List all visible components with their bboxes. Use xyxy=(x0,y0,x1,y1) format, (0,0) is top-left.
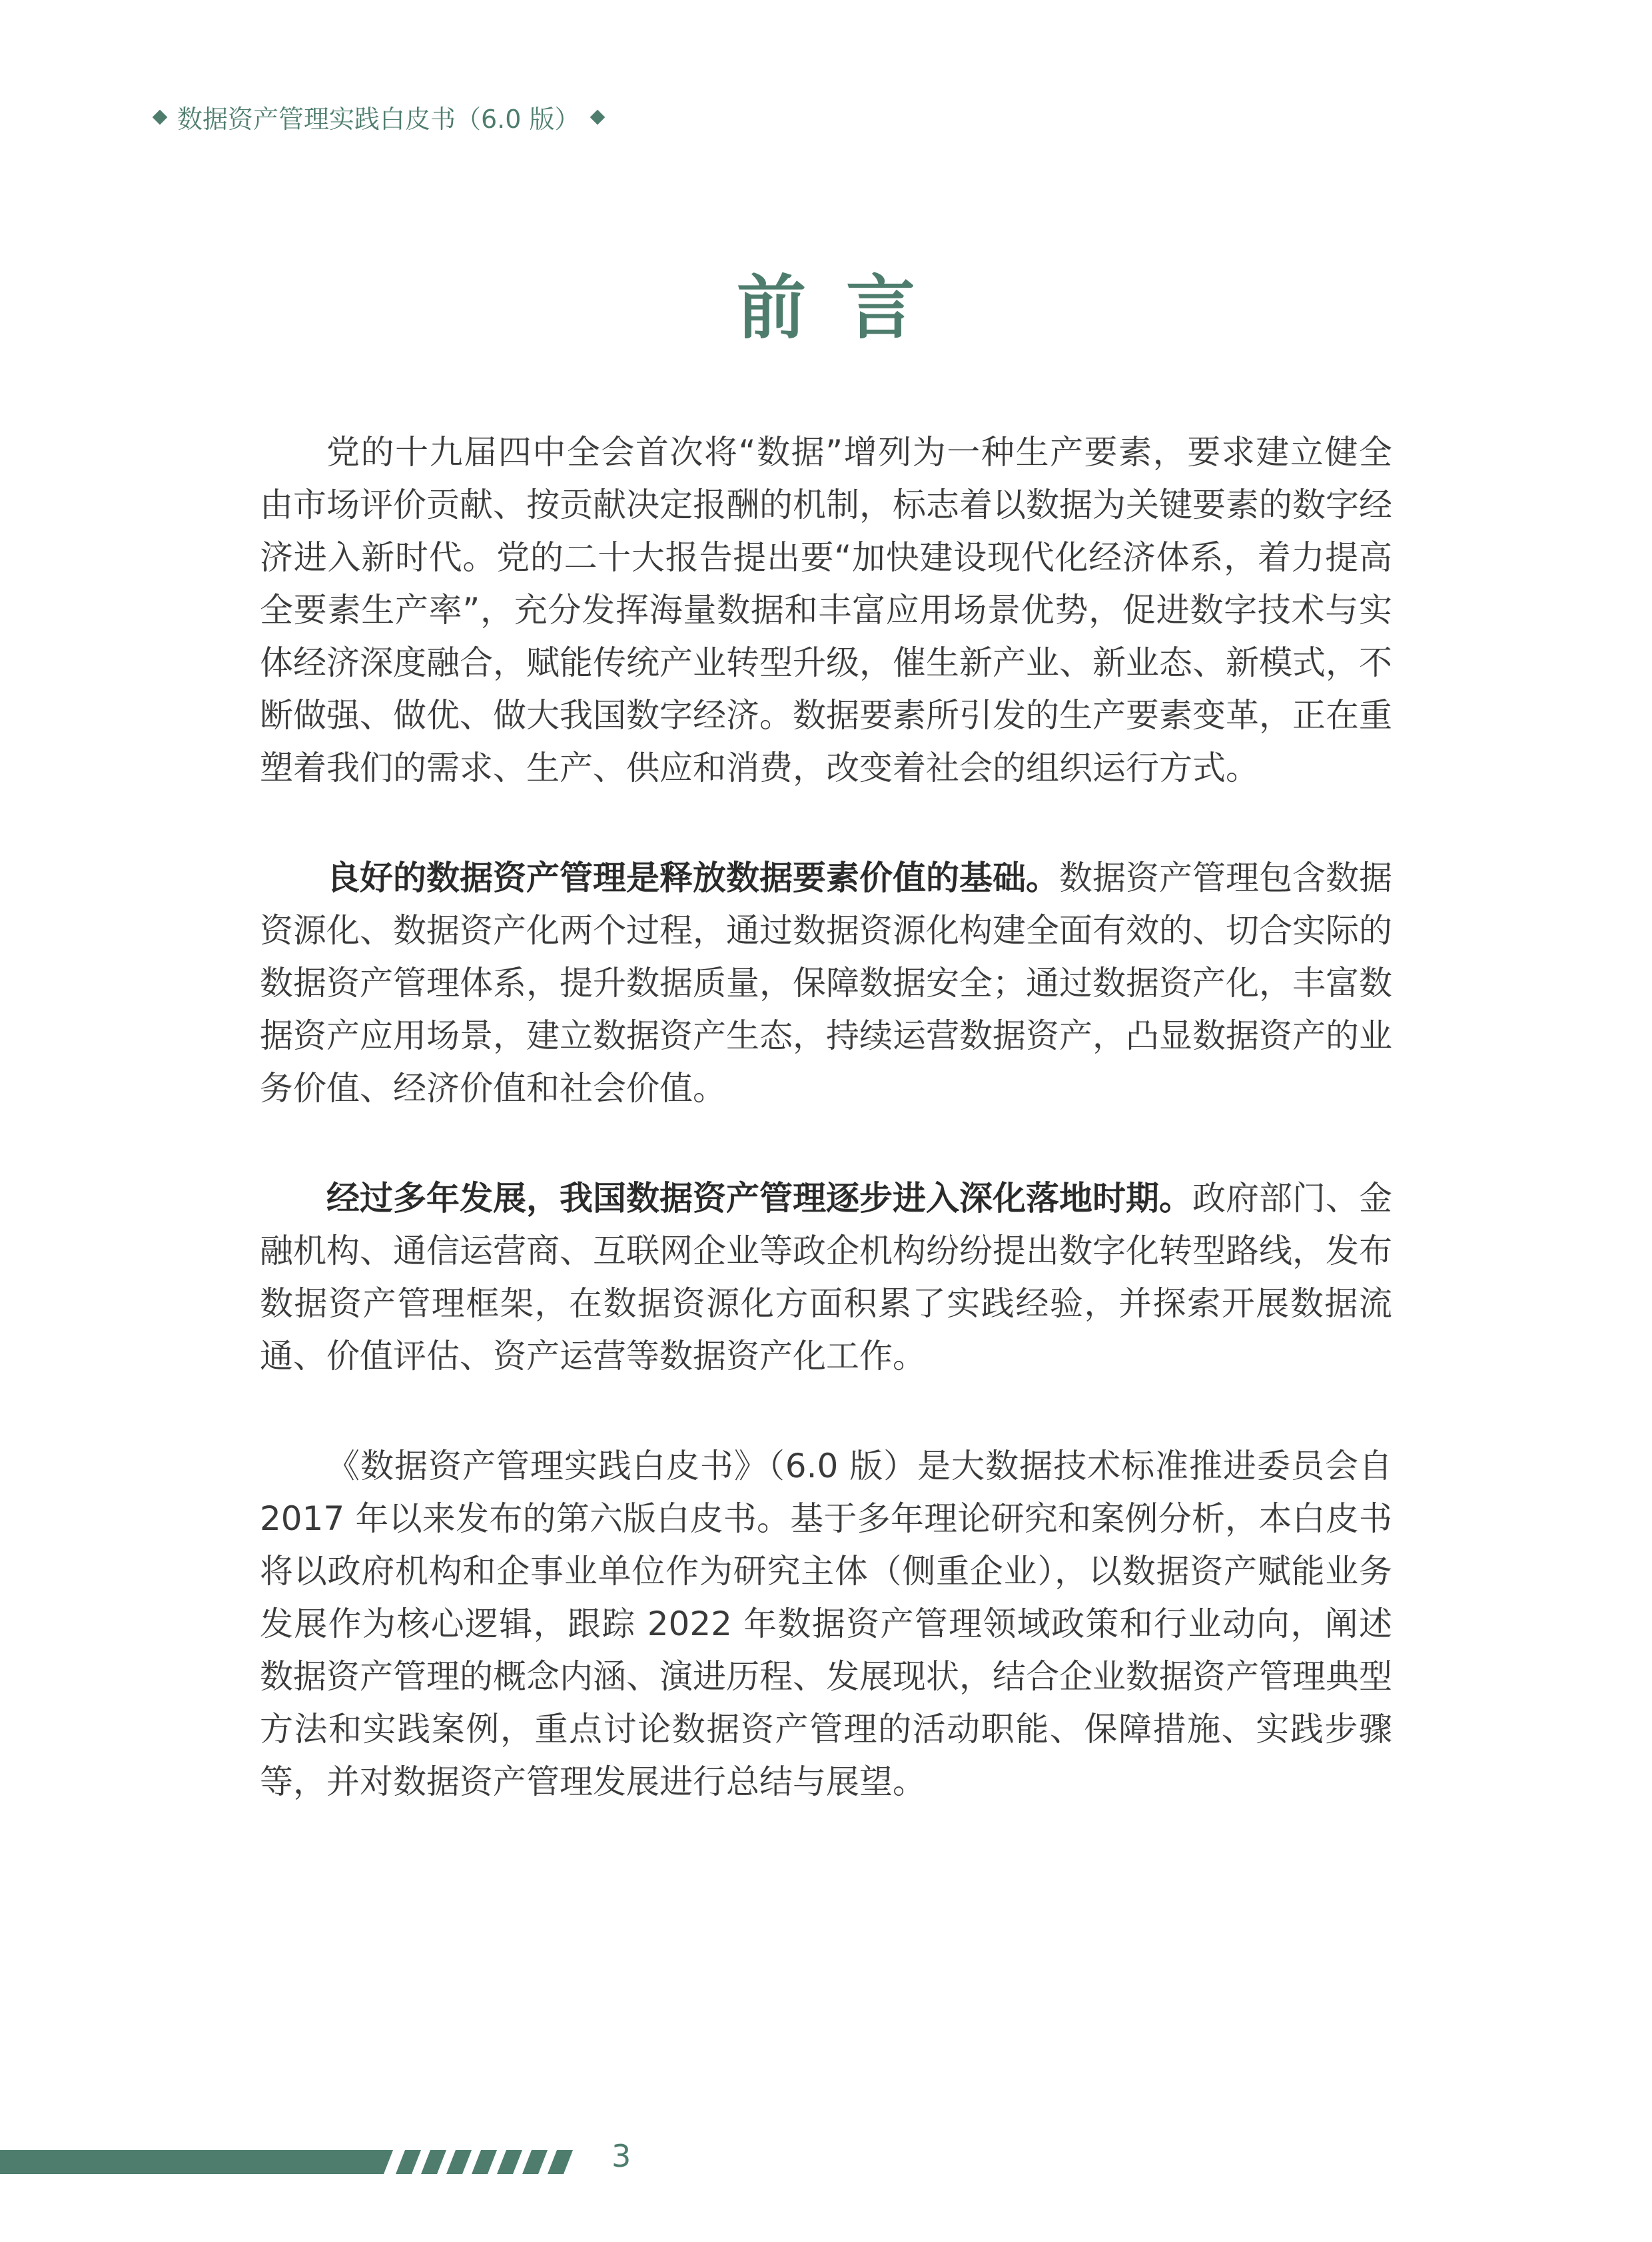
preface-body xyxy=(260,426,1392,1866)
page-number: 3 xyxy=(612,2138,631,2174)
paragraph-text: 政府部门、金融机构、通信运营商、互联网企业等政企机构纷纷提出数字化转型路线，发布数据资产管理框架，在数据资源化方面积累了实践经验，并探索开展数据流通、价值评估、资产运营等数据资产化工作。 xyxy=(260,1179,1392,1375)
paragraph-lead: 良好的数据资产管理是释放数据要素价值的基础。 xyxy=(326,859,1059,897)
paragraph-text: 数据资产管理包含数据资源化、数据资产化两个过程，通过数据资源化构建全面有效的、切合实际的数据资产管理体系，提升数据质量，保障数据安全；通过数据资产化，丰富数据资产应用场景，建立数据资产生态，持续运营数据资产，凸显数据资产的业务价值、经济价值和社会价值。 xyxy=(260,859,1392,1108)
paragraph-1 xyxy=(260,426,1392,795)
paragraph-2 xyxy=(260,852,1392,1115)
page-title: 前言 xyxy=(736,267,955,348)
paragraph-text: 党的十九届四中全会首次将“数据”增列为一种生产要素，要求建立健全由市场评价贡献、按贡献决定报酬的机制，标志着以数据为关键要素的数字经济进入新时代。党的二十大报告提出要“加快建设现代化经济体系，着力提高全要素生产率”，充分发挥海量数据和丰富应用场景优势，促进数字技术与实体经济深度融合，赋能传统产业转型升级，催生新产业、新业态、新模式，不断做强、做优、做大我国数字经济。数据要素所引发的生产要素变革，正在重塑着我们的需求、生产、供应和消费，改变着社会的组织运行方式。 xyxy=(260,433,1392,787)
running-header xyxy=(155,99,603,135)
footer-stripe-bar xyxy=(0,2150,586,2174)
diamond-icon xyxy=(590,109,605,125)
diamond-icon xyxy=(153,109,168,125)
paragraph-3 xyxy=(260,1172,1392,1383)
running-header-title: 数据资产管理实践白皮书（6.0 版） xyxy=(177,105,580,134)
paragraph-4 xyxy=(260,1440,1392,1808)
paragraph-text: 《数据资产管理实践白皮书》（6.0 版）是大数据技术标准推进委员会自 2017 年以来发布的第六版白皮书。基于多年理论研究和案例分析，本白皮书将以政府机构和企事业单位作为研究主体（侧重企业），以数据资产赋能业务发展作为核心逻辑，跟踪 2022 年数据资产管理领域政策和行业动向，阐述数据资产管理的概念内涵、演进历程、发展现状，结合企业数据资产管理典型方法和实践案例，重点讨论数据资产管理的活动职能、保障措施、实践步骤等，并对数据资产管理发展进行总结与展望。 xyxy=(260,1447,1392,1801)
paragraph-lead: 经过多年发展，我国数据资产管理逐步进入深化落地时期。 xyxy=(326,1179,1192,1218)
